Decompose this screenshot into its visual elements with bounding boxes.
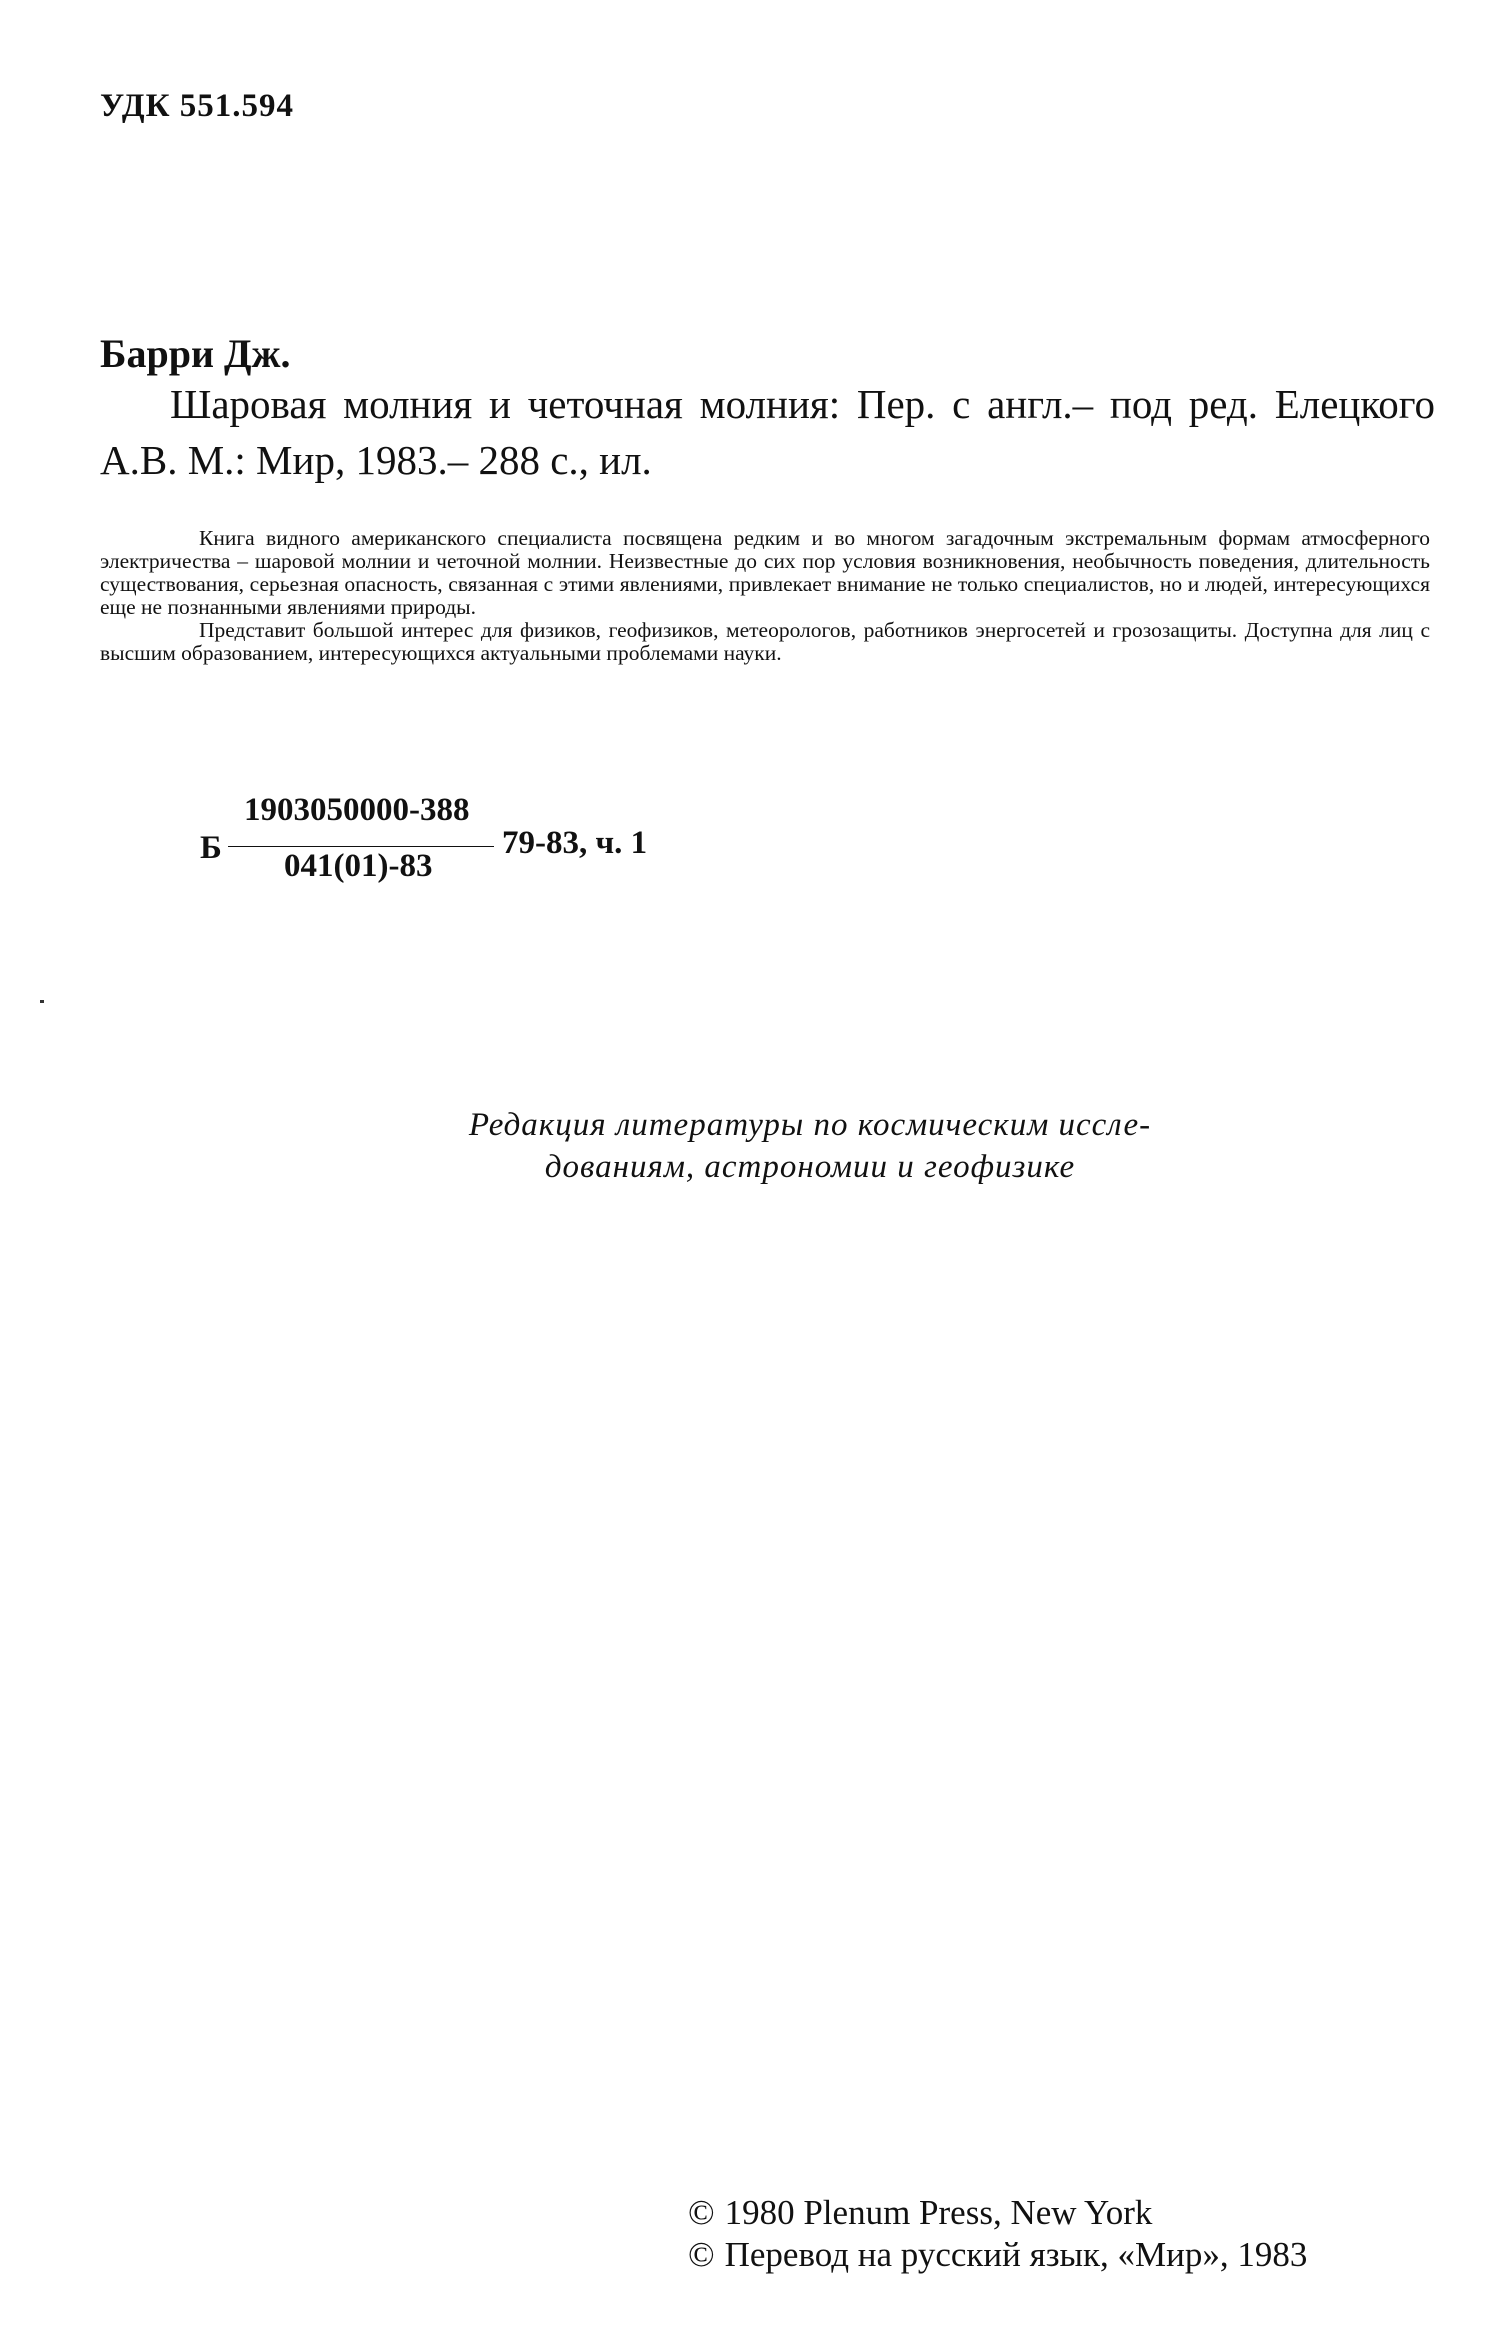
- classification-letter: Б: [200, 830, 222, 866]
- copyright-original: [688, 2192, 1307, 2234]
- udk-code: УДК 551.594: [100, 88, 295, 124]
- annotation-paragraph-1: Книга видного американского специалиста посвящена редким и во многом загадочным экстремальным формам атмосферного электричества – шаровой молнии и четочной молнии. Неизвестные до сих пор условия возникновения, необычность поведения, длительность существования, серьезная опасность, связанная с этими явлениями, привлекает внимание не только специалистов, но и людей, интересующихся еще не познанными явлениями природы.: [100, 526, 1430, 619]
- editorial-department-line-1: Редакция литературы по космическим иссле-: [468, 1107, 1152, 1143]
- stray-mark: [40, 1000, 44, 1003]
- classification-numerator: 1903050000-388: [244, 792, 470, 828]
- classification-denominator: 041(01)-83: [284, 848, 433, 884]
- copyright-icon: ©: [688, 2193, 715, 2232]
- author-name: Барри Дж.: [100, 331, 291, 376]
- classification-fraction-line: [228, 846, 494, 847]
- copyright-original-text: 1980 Plenum Press, New York: [724, 2193, 1153, 2232]
- annotation: [100, 526, 1430, 665]
- copyright-translation: [688, 2234, 1307, 2276]
- editorial-department: [360, 1104, 1260, 1188]
- copyright-icon: ©: [688, 2235, 715, 2274]
- copyright-translation-text: Перевод на русский язык, «Мир», 1983: [724, 2235, 1308, 2274]
- annotation-paragraph-2: Представит большой интерес для физиков, геофизиков, метеорологов, работников энергосетей и грозозащиты. Доступна для лиц с высшим образованием, интересующихся актуальными проблемами науки.: [100, 618, 1430, 665]
- editorial-department-line-2: дованиям, астрономии и геофизике: [544, 1149, 1076, 1185]
- copyright-block: [688, 2192, 1307, 2276]
- classification-suffix: 79-83, ч. 1: [502, 825, 648, 861]
- bibliographic-citation: Шаровая молния и четочная молния: Пер. с англ.– под ред. Елецкого А.В. М.: Мир, 1983.– 288 с., ил.: [100, 381, 1435, 483]
